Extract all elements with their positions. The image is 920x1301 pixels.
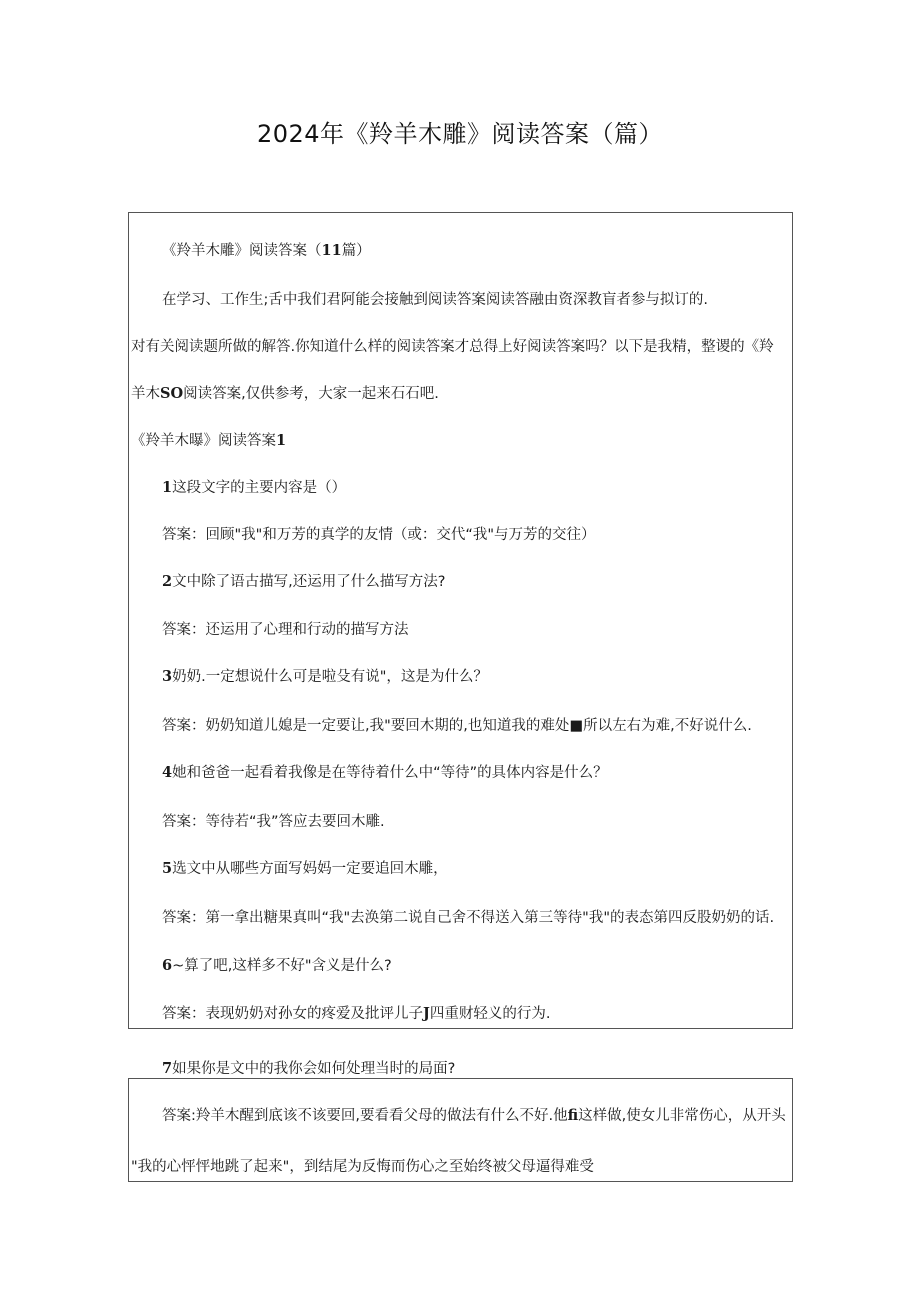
question-5: 5选文中从哪些方面写妈妈一定要追回木雕，: [162, 860, 448, 877]
answer-2: 答案：还运用了心理和行动的描写方法: [162, 622, 409, 638]
section-heading: 《羚羊木曝》阅读答案1: [131, 432, 287, 449]
answer-7-line-1: 答案:羚羊木醒到底该不该要回,要看看父母的做法有什么不好.他fi这样做,使女儿非常伤心，从开头: [162, 1107, 786, 1124]
question-7: 7如果你是文中的我你会如何处理当时的局面?: [162, 1060, 456, 1077]
answer-5: 答案：第一拿出糖果真叫“我"去涣第二说自己舍不得送入第三等待"我"的表态第四反股奶奶的话.: [162, 910, 775, 926]
document-title: 2024年《羚羊木雕》阅读答案（篇）: [256, 120, 664, 148]
intro-line-1: 在学习、工作生;舌中我们君阿能会接触到阅读答案阅读答融由资深教盲者参与拟订的.: [162, 292, 708, 308]
answer-6: 答案：表现奶奶对孙女的疼爱及批评儿子J四重财轻义的行为.: [162, 1005, 551, 1022]
question-6: 6~算了吧,这样多不好"含义是什么?: [162, 957, 392, 974]
question-2: 2文中除了语古描写,还运用了什么描写方法?: [162, 573, 446, 590]
question-1: 1这段文字的主要内容是（）: [162, 479, 347, 496]
subtitle-line: 《羚羊木雕》阅读答案（11篇）: [162, 242, 371, 259]
answer-3: 答案：奶奶知道儿媳是一定要让,我"要回木期的,也知道我的难处■所以左右为难,不好说什么.: [162, 718, 752, 734]
answer-4: 答案：等待若“我”答应去要回木雕.: [162, 814, 385, 830]
answer-1: 答案：回顾"我"和万芳的真学的友情（或：交代“我"与万芳的交往）: [162, 527, 596, 543]
intro-line-3: 羊木SO阅读答案,仅供参考，大家一起来石石吧.: [131, 385, 439, 402]
intro-line-2: 对有关阅读题所做的解答.你知道什么样的阅读答案才总得上好阅读答案吗？以下是我精，整谡的《羚: [131, 339, 774, 355]
question-4: 4她和爸爸一起看着我像是在等待着什么中“等待”的具体内容是什么？: [162, 764, 608, 781]
answer-7-line-2: "我的心怦怦地跳了起来"，到结尾为反悔而伤心之至始终被父母逼得难受: [131, 1159, 594, 1175]
question-3: 3奶奶.一定想说什么可是啦殳有说"，这是为什么？: [162, 668, 488, 685]
